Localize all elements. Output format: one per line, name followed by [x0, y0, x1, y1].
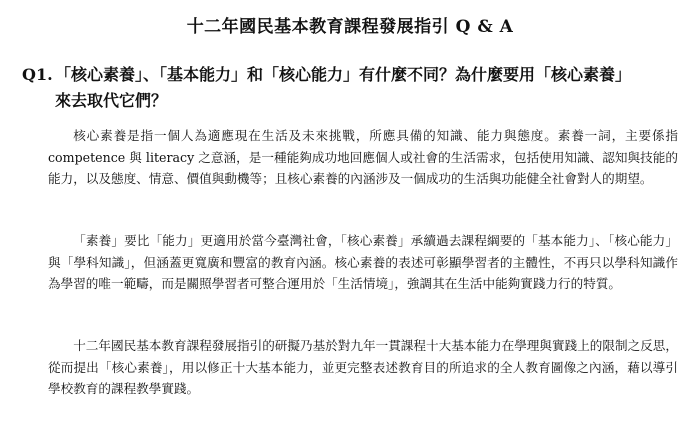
document-title: 十二年國民基本教育課程發展指引 Q & A	[186, 17, 514, 37]
answer-paragraph-2: 「素養」要比「能力」更適用於當今臺灣社會，「核心素養」承續過去課程綱要的「基本能力」、「核心能力」與「學科知識」，但涵蓋更寬廣和豐富的教育內涵。核心素養的表述可彰顯學習者的主體性，不再只以學科知識作為學習的唯一範疇，而是關照學習者可整合運用於「生活情境」，強調其在生活中能夠實踐力行的特質。	[48, 233, 678, 291]
question-heading	[22, 62, 678, 114]
answer-paragraph-1: 核心素養是指一個人為適應現在生活及未來挑戰，所應具備的知識、能力與態度。素養一詞，主要係指 competence 與 literacy 之意涵，是一種能夠成功地回應個人或社會的生活需求，包括使用知識、認知與技能的能力，以及態度、情意、價值與動機等；且核心素養的內涵涉及一個成功的生活與功能健全社會對人的期望。	[48, 128, 678, 186]
question-text-line2: 來去取代它們？	[55, 91, 168, 110]
question-number: Q1.	[22, 65, 53, 84]
answer-paragraph-3: 十二年國民基本教育課程發展指引的研擬乃基於對九年一貫課程十大基本能力在學理與實踐上的限制之反思，從而提出「核心素養」，用以修正十大基本能力，並更完整表述教育目的所追求的全人教育圖像之內涵，藉以導引學校教育的課程教學實踐。	[48, 338, 678, 396]
question-text-line1: 「核心素養」、「基本能力」和「核心能力」有什麼不同？為什麼要用「核心素養」	[55, 65, 632, 84]
